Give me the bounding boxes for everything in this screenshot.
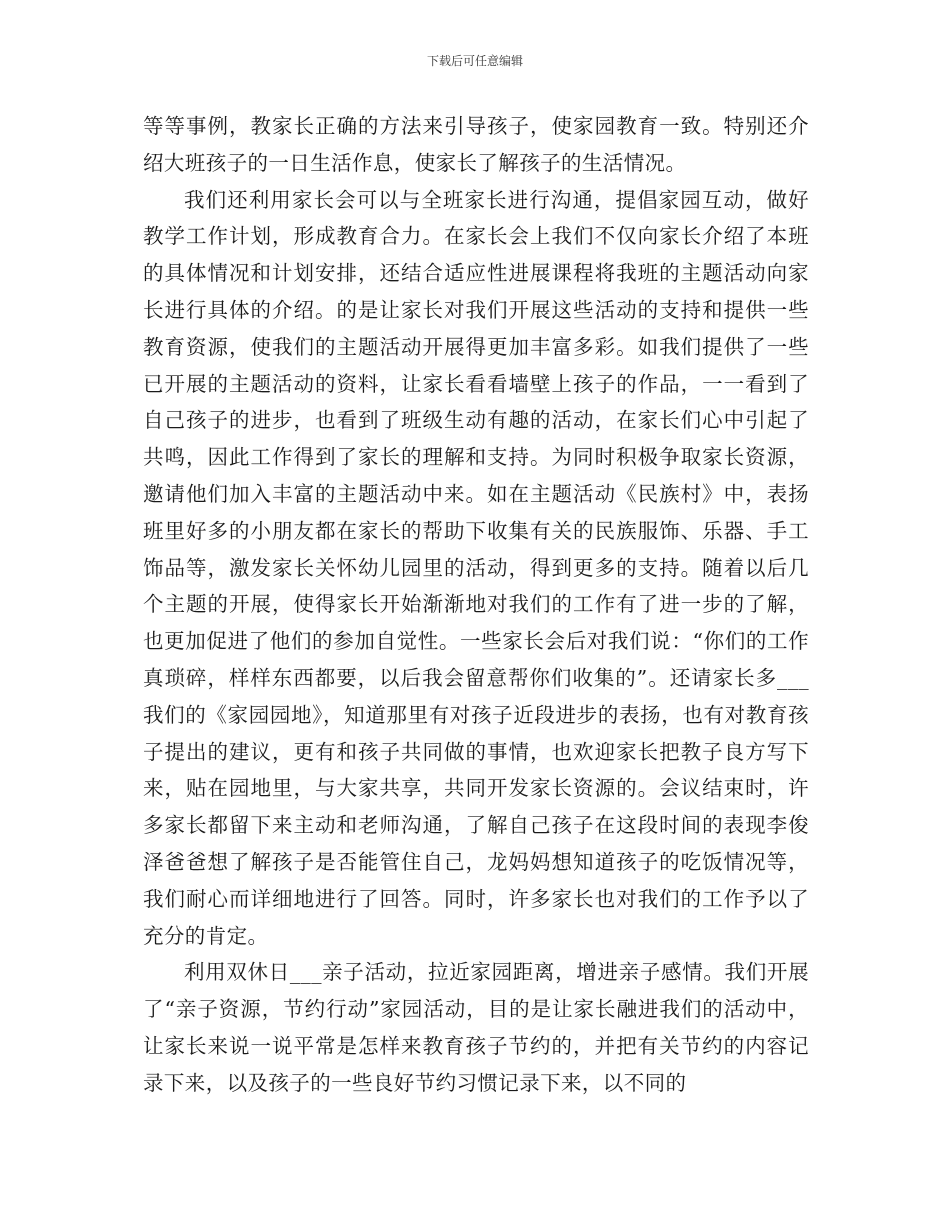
paragraph-1: 等等事例，教家长正确的方法来引导孩子，使家园教育一致。特别还介绍大班孩子的一日生活作息，使家长了解孩子的生活情况。 bbox=[143, 114, 809, 175]
paragraph-2: 我们还利用家长会可以与全班家长进行沟通，提倡家园互动，做好教学工作计划，形成教育合力。在家长会上我们不仅向家长介绍了本班的具体情况和计划安排，还结合适应性进展课程将我班的主题活动向家长进行具体的介绍。的是让家长对我们开展这些活动的支持和提供一些教育资源，使我们的主题活动开展得更加丰富多彩。如我们提供了一些已开展的主题活动的资料，让家长看看墙壁上孩子的作品，一一看到了自己孩子的进步，也看到了班级生动有趣的活动，在家长们心中引起了共鸣，因此工作得到了家长的理解和支持。为同时积极争取家长资源，邀请他们加入丰富的主题活动中来。如在主题活动《民族村》中，表扬班里好多的小朋友都在家长的帮助下收集有关的民族服饰、乐器、手工饰品等，激发家长关怀幼儿园里的活动，得到更多的支持。随着以后几个主题的开展，使得家长开始渐渐地对我们的工作有了进一步的了解，也更加促进了他们的参加自觉性。一些家长会后对我们说：“你们的工作真琐碎，样样东西都要，以后我会留意帮你们收集的”。还请家长多___我们的《家园园地》，知道那里有对孩子近段进步的表扬，也有对教育孩子提出的建议，更有和孩子共同做的事情，也欢迎家长把教子良方写下来，贴在园地里，与大家共享，共同开发家长资源的。会议结束时，许多家长都留下来主动和老师沟通，了解自己孩子在这段时间的表现李俊泽爸爸想了解孩子是否能管住自己，龙妈妈想知道孩子的吃饭情况等，我们耐心而详细地进行了回答。同时，许多家长也对我们的工作予以了充分的肯定。 bbox=[143, 187, 809, 948]
document-body bbox=[143, 108, 809, 1102]
paragraph-3: 利用双休日___亲子活动，拉近家园距离，增进亲子感情。我们开展了“亲子资源，节约行动”家园活动，目的是让家长融进我们的活动中，让家长来说一说平常是怎样来教育孩子节约的，并把有关节约的内容记录下来，以及孩子的一些良好节约习惯记录下来，以不同的 bbox=[143, 960, 809, 1095]
page-header: 下载后可任意编辑 bbox=[426, 54, 523, 68]
